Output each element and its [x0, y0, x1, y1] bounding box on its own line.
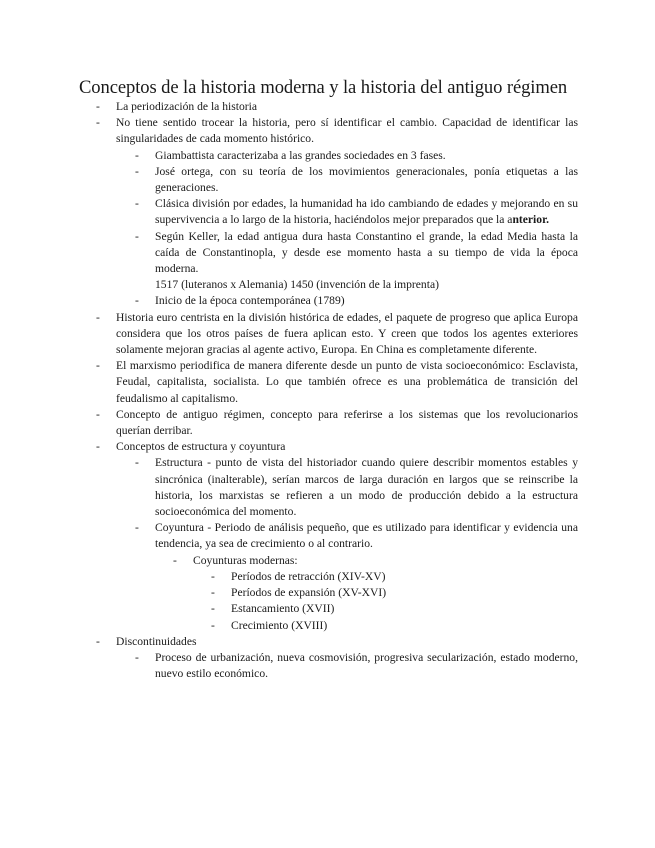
- item-text: Proceso de urbanización, nueva cosmovisión, progresiva secularización, estado moderno, nuevo estilo económico.: [155, 650, 578, 681]
- bullet-dash: -: [96, 634, 100, 648]
- item-text: Según Keller, la edad antigua dura hasta Constantino el grande, la edad Media hasta la caída de Constantinopla, y desde ese momento hasta a su tiempo de vida la época moderna.: [155, 229, 578, 276]
- list-item: [96, 99, 578, 115]
- list-item: [211, 569, 578, 585]
- list-item: [96, 310, 578, 359]
- bullet-dash: -: [211, 586, 215, 600]
- sub-list: [116, 650, 578, 682]
- item-text: Crecimiento (XVIII): [231, 618, 328, 632]
- list-item: [96, 115, 578, 309]
- bullet-dash: -: [135, 197, 139, 211]
- list-item: [211, 585, 578, 601]
- list-item: [173, 553, 578, 634]
- list-item: [135, 293, 578, 309]
- item-text: Coyunturas modernas:: [193, 553, 298, 567]
- list-item: [135, 229, 578, 294]
- bullet-dash: -: [96, 310, 100, 324]
- item-text: Giambattista caracterizaba a las grandes sociedades en 3 fases.: [155, 148, 446, 162]
- list-item: [96, 439, 578, 633]
- sub-list: [155, 553, 578, 634]
- list-item: [135, 650, 578, 682]
- item-text: Conceptos de estructura y coyuntura: [116, 440, 286, 454]
- item-text: Períodos de expansión (XV-XVI): [231, 586, 387, 600]
- list-item: [135, 164, 578, 196]
- item-text: Períodos de retracción (XIV-XV): [231, 569, 386, 583]
- item-text: El marxismo periodifica de manera diferente desde un punto de vista socioeconómico: Esclavista, Feudal, capitalista, socialista. Lo que también ofrece es una problemática de transición del feudalismo al capitalismo.: [116, 359, 578, 405]
- item-text-bold: nterior.: [512, 213, 550, 227]
- list-item: [96, 358, 578, 407]
- list-item: [135, 520, 578, 633]
- bullet-dash: -: [135, 521, 139, 535]
- list-item: [135, 196, 578, 228]
- outline-list: [0, 99, 655, 682]
- bullet-dash: -: [211, 618, 215, 632]
- item-text: Estructura - punto de vista del historiador cuando quiere describir momentos estables y sincrónica (inalterable), serían marcos de larga duración en largos que se reinscribe la historia, los marxistas se refieren a un modo de producción debido a la estructura socioeconómica del momento.: [155, 456, 578, 519]
- list-item: [96, 634, 578, 683]
- item-text: Estancamiento (XVII): [231, 602, 335, 616]
- item-text: Discontinuidades: [116, 634, 197, 648]
- bullet-dash: -: [96, 100, 100, 113]
- item-text: No tiene sentido trocear la historia, pero sí identificar el cambio. Capacidad de identificar las singularidades de cada momento histórico.: [116, 116, 578, 146]
- list-item: [211, 601, 578, 617]
- bullet-dash: -: [135, 456, 139, 470]
- bullet-dash: -: [135, 650, 139, 664]
- bullet-dash: -: [135, 294, 139, 308]
- item-text-continued: 1517 (luteranos x Alemania) 1450 (invención de la imprenta): [155, 278, 439, 292]
- list-item: [135, 455, 578, 520]
- bullet-dash: -: [135, 148, 139, 162]
- list-item: [211, 618, 578, 634]
- bullet-dash: -: [96, 407, 100, 421]
- bullet-dash: -: [96, 359, 100, 373]
- item-text: Clásica división por edades, la humanidad ha ido cambiando de edades y mejorando en su supervivencia a lo largo de la historia, haciéndolos mejor preparados que la a: [155, 197, 578, 227]
- bullet-dash: -: [211, 569, 215, 583]
- bullet-dash: -: [96, 440, 100, 454]
- bullet-dash: -: [173, 553, 177, 567]
- list-item: [135, 148, 578, 164]
- item-text: José ortega, con su teoría de los movimientos generacionales, ponía etiquetas a las generaciones.: [155, 164, 578, 195]
- item-text: Coyuntura - Periodo de análisis pequeño, que es utilizado para identificar y evidencia una tendencia, ya sea de crecimiento o al contrario.: [155, 521, 578, 551]
- item-text: Inicio de la época contemporánea (1789): [155, 294, 345, 308]
- sub-list: [116, 148, 578, 310]
- list-item: [96, 407, 578, 439]
- bullet-dash: -: [135, 229, 139, 243]
- item-text: La periodización de la historia: [116, 100, 257, 113]
- item-text: Concepto de antiguo régimen, concepto para referirse a los sistemas que los revolucionarios querían derribar.: [116, 407, 578, 438]
- document-title: Conceptos de la historia moderna y la historia del antiguo régimen: [79, 77, 568, 98]
- bullet-dash: -: [211, 602, 215, 616]
- sub-list: [116, 455, 578, 633]
- item-text: Historia euro centrista en la división histórica de edades, el paquete de progreso que aplica Europa considera que los otros países de fuera aplican esto. Y creen que todos los agentes exteriores solamente mejoran gracias al agente activo, Europa. En China es completamente diferente.: [116, 310, 578, 357]
- bullet-dash: -: [135, 164, 139, 178]
- bullet-dash: -: [96, 116, 100, 130]
- sub-list: [193, 569, 578, 634]
